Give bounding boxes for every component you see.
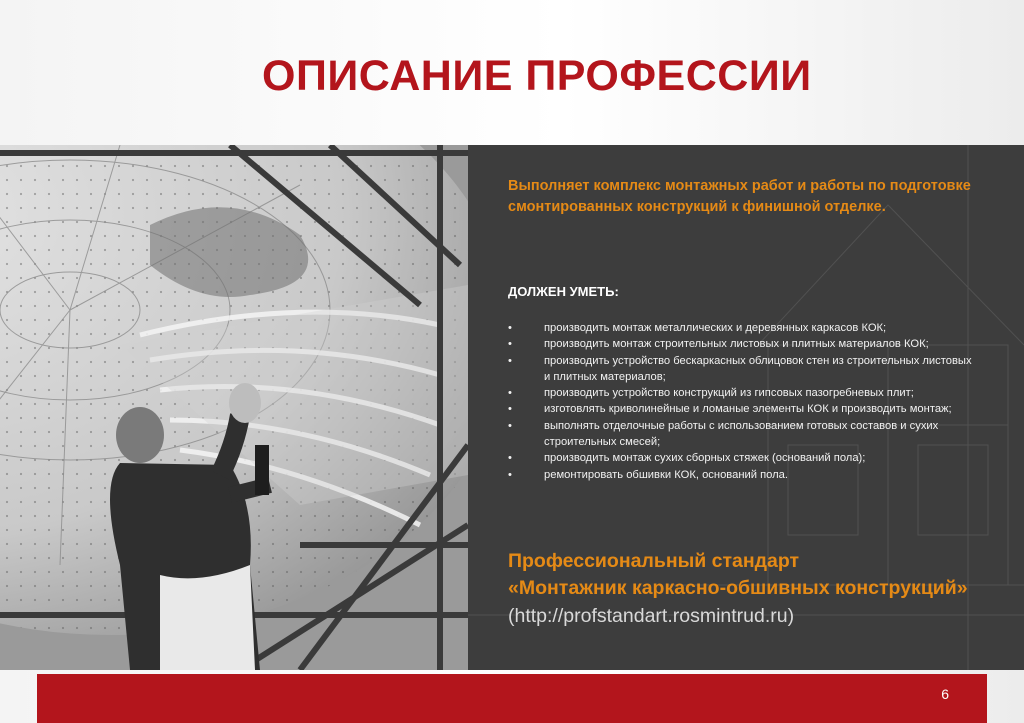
page-title: ОПИСАНИЕ ПРОФЕССИИ: [262, 52, 812, 100]
list-item: • производить монтаж металлических и деревянных каркасов КОК;: [508, 320, 978, 336]
list-item: • выполнять отделочные работы с использованием готовых составов и сухих строительных смесей;: [508, 418, 978, 451]
standard-title: Профессиональный стандарт: [508, 550, 800, 572]
professional-standard: [508, 548, 998, 630]
standard-link[interactable]: (http://profstandart.rosmintrud.ru): [508, 605, 795, 627]
worker-photo: [0, 145, 468, 670]
skills-heading: ДОЛЖЕН УМЕТЬ:: [508, 284, 619, 299]
list-item: • производить устройство бескаркасных облицовок стен из строительных листовых и плитных материалов;: [508, 353, 978, 386]
footer-bar: [37, 674, 987, 723]
list-item: • производить монтаж сухих сборных стяжек (оснований пола);: [508, 450, 978, 466]
list-item: • изготовлять криволинейные и ломаные элементы КОК и производить монтаж;: [508, 401, 978, 417]
profession-summary: Выполняет комплекс монтажных работ и работы по подготовке смонтированных конструкций к финишной отделке.: [508, 178, 971, 215]
page-number: 6: [941, 686, 949, 702]
skills-list: [508, 320, 978, 483]
list-item: • производить устройство конструкций из гипсовых пазогребневых плит;: [508, 385, 978, 401]
list-item: • производить монтаж строительных листовых и плитных материалов КОК;: [508, 336, 978, 352]
list-item: • ремонтировать обшивки КОК, оснований пола.: [508, 467, 978, 483]
standard-name: «Монтажник каркасно-обшивных конструкций»: [508, 577, 968, 599]
